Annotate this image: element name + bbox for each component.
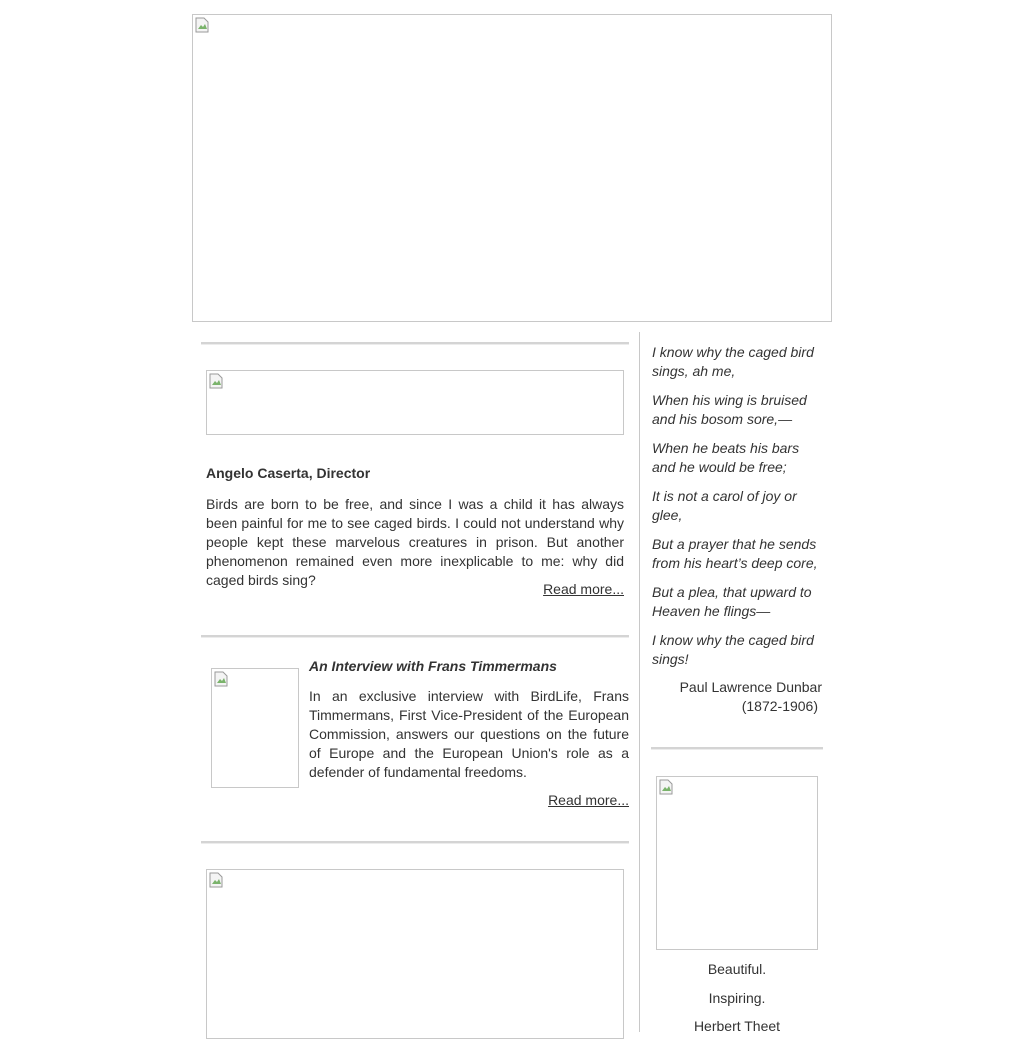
article2-title: An Interview with Frans Timmermans bbox=[309, 658, 557, 674]
article1-heading: Angelo Caserta, Director bbox=[206, 465, 371, 481]
poem-line: I know why the caged bird sings, ah me, bbox=[652, 344, 814, 379]
article1-body: Birds are born to be free, and since I was a child it has always been painful for me to see caged birds. I could not understand why people kept these marvelous creatures in prison. But another phenomenon remained even more inexplicable to me: why did caged birds sing? bbox=[206, 496, 624, 588]
divider-bottom bbox=[201, 841, 629, 844]
sidebar-word-beautiful: Beautiful. bbox=[707, 961, 767, 977]
broken-image-icon bbox=[195, 17, 209, 33]
article2-body: In an exclusive interview with BirdLife, Frans Timmermans, First Vice-President of the European Commission, answers our questions on the future of Europe and the European Union's role as a defender of fundamental freedoms. bbox=[309, 688, 629, 780]
poem-line: But a prayer that he sends from his heart’s deep core, bbox=[652, 536, 818, 571]
broken-image-icon bbox=[214, 671, 228, 687]
poem-line: When he beats his bars and he would be free; bbox=[652, 440, 800, 475]
divider-top bbox=[201, 342, 629, 345]
poem-line: It is not a carol of joy or glee, bbox=[652, 488, 797, 523]
broken-image-icon bbox=[209, 872, 223, 888]
article2-read-more-link[interactable]: Read more... bbox=[548, 792, 629, 808]
poem-years: (1872-1906) bbox=[741, 698, 818, 714]
sidebar-image bbox=[656, 776, 818, 950]
broken-image-icon bbox=[209, 373, 223, 389]
divider-middle bbox=[201, 635, 629, 638]
sidebar-divider bbox=[651, 747, 823, 750]
header-banner-image bbox=[192, 14, 832, 322]
broken-image-icon bbox=[659, 779, 673, 795]
article1-read-more-link[interactable]: Read more... bbox=[543, 581, 624, 597]
poem-line: But a plea, that upward to Heaven he flings— bbox=[652, 584, 812, 619]
sidebar-word-inspiring: Inspiring. bbox=[708, 990, 766, 1006]
article1-banner-image bbox=[206, 370, 624, 435]
article2-thumbnail-image bbox=[211, 668, 299, 788]
article3-image bbox=[206, 869, 624, 1039]
sidebar-poem bbox=[652, 343, 824, 679]
sidebar-word-third: Herbert Theet bbox=[693, 1018, 781, 1034]
poem-author: Paul Lawrence Dunbar bbox=[679, 679, 822, 695]
column-separator bbox=[639, 332, 640, 1032]
poem-line: When his wing is bruised and his bosom sore,— bbox=[652, 392, 807, 427]
poem-line: I know why the caged bird sings! bbox=[652, 632, 814, 667]
